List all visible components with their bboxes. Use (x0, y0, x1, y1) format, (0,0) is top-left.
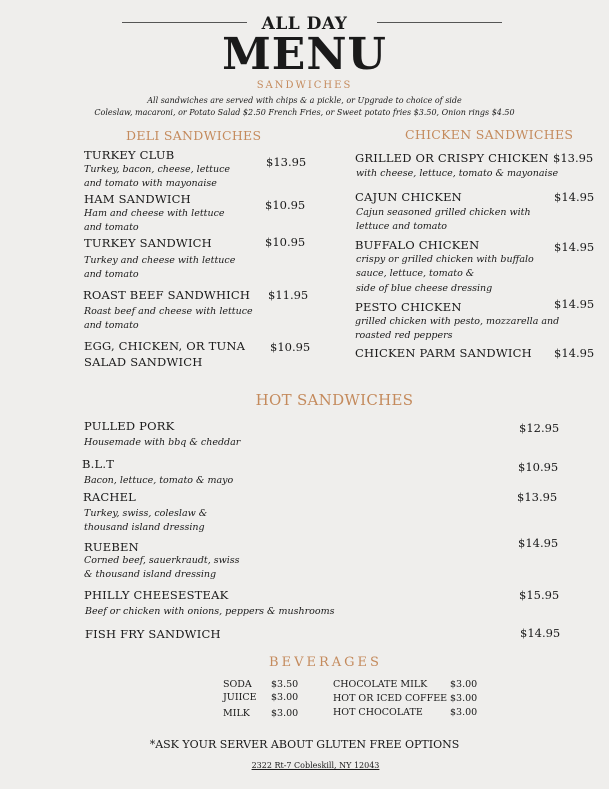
item-description: & thousand island dressing (84, 569, 217, 580)
item-description: side of blue cheese dressing (356, 283, 493, 294)
item-description: Cajun seasoned grilled chicken with (356, 207, 531, 218)
item-price: $12.95 (519, 421, 560, 435)
beverage-price: $3.00 (450, 707, 478, 718)
menu-title: MENU (222, 29, 387, 80)
item-description: crispy or grilled chicken with buffalo (356, 254, 534, 265)
item-price: $14.95 (518, 536, 559, 550)
item-name: EGG, CHICKEN, OR TUNA (84, 339, 246, 353)
beverage-price: $3.00 (271, 692, 299, 703)
item-price: $15.95 (519, 588, 560, 602)
item-name: TURKEY CLUB (84, 148, 175, 162)
item-description: sauce, lettuce, tomato & (356, 268, 475, 279)
item-price: $10.95 (265, 198, 306, 212)
item-name: TURKEY SANDWICH (84, 236, 212, 250)
item-description: thousand island dressing (84, 522, 205, 533)
item-price: $13.95 (553, 151, 594, 165)
gluten-free-notice: *ASK YOUR SERVER ABOUT GLUTEN FREE OPTIONS (149, 738, 460, 751)
item-price: $10.95 (265, 235, 306, 249)
item-name: BUFFALO CHICKEN (355, 238, 480, 252)
item-name: FISH FRY SANDWICH (85, 627, 221, 641)
beverage-price: $3.50 (271, 679, 299, 690)
beverages-heading: BEVERAGES (269, 655, 382, 670)
item-price: $11.95 (268, 288, 309, 302)
beverage-name: MILK (223, 708, 250, 719)
item-name: CHICKEN PARM SANDWICH (355, 346, 532, 360)
item-description: Turkey, bacon, cheese, lettuce (84, 164, 231, 175)
item-price: $10.95 (270, 340, 311, 354)
beverage-name: HOT CHOCOLATE (333, 707, 423, 718)
item-price: $14.95 (520, 626, 561, 640)
item-price: $10.95 (518, 460, 559, 474)
item-price: $13.95 (517, 490, 558, 504)
intro-line-2: Coleslaw, macaroni, or Potato Salad $2.50 French Fries, or Sweet potato fries $3.50, Onion rings $4.50 (94, 108, 515, 117)
item-description: Corned beef, sauerkraudt, swiss (84, 555, 240, 566)
item-name: PULLED PORK (84, 419, 175, 433)
deli-sandwiches-heading: DELI SANDWICHES (126, 128, 262, 143)
beverage-price: $3.00 (450, 679, 478, 690)
beverage-price: $3.00 (450, 693, 478, 704)
beverage-name: SODA (223, 679, 252, 690)
sandwiches-subtitle: SANDWICHES (256, 80, 353, 91)
item-name: PHILLY CHEESESTEAK (84, 588, 229, 602)
chicken-sandwiches-heading: CHICKEN SANDWICHES (405, 127, 574, 142)
item-name-line-2: SALAD SANDWICH (84, 355, 203, 369)
item-description: Ham and cheese with lettuce (84, 208, 225, 219)
hot-sandwiches-heading: HOT SANDWICHES (255, 391, 414, 409)
item-description: lettuce and tomato (356, 221, 448, 232)
item-description: and tomato with mayonaise (84, 178, 217, 189)
item-price: $14.95 (554, 297, 595, 311)
item-name: GRILLED OR CRISPY CHICKEN (355, 151, 549, 165)
item-name: CAJUN CHICKEN (355, 190, 462, 204)
beverage-name: JUIICE (223, 692, 257, 703)
item-description: Bacon, lettuce, tomato & mayo (84, 475, 234, 486)
item-description: roasted red peppers (355, 330, 453, 341)
item-price: $14.95 (554, 346, 595, 360)
address: 2322 Rt-7 Cobleskill, NY 12043 (251, 761, 380, 770)
item-description: and tomato (84, 222, 139, 233)
item-description: and tomato (84, 269, 139, 280)
item-name: B.L.T (82, 457, 115, 471)
item-name: HAM SANDWICH (84, 192, 191, 206)
item-name: RACHEL (83, 490, 137, 504)
item-description: Roast beef and cheese with lettuce (84, 306, 253, 317)
item-description: Turkey, swiss, coleslaw & (84, 508, 208, 519)
item-name: ROAST BEEF SANDWHICH (83, 288, 251, 302)
item-price: $14.95 (554, 240, 595, 254)
item-description: with cheese, lettuce, tomato & mayonaise (356, 168, 559, 179)
item-description: Housemade with bbq & cheddar (84, 437, 241, 448)
item-name: PESTO CHICKEN (355, 300, 462, 314)
beverage-name: HOT OR ICED COFFEE (333, 693, 448, 704)
item-price: $14.95 (554, 190, 595, 204)
all-day-label: ALL DAY (261, 14, 348, 34)
item-description: Turkey and cheese with lettuce (84, 255, 236, 266)
beverage-price: $3.00 (271, 708, 299, 719)
item-description: and tomato (84, 320, 139, 331)
beverage-name: CHOCOLATE MILK (333, 679, 428, 690)
item-price: $13.95 (266, 155, 307, 169)
item-description: Beef or chicken with onions, peppers & mushrooms (85, 606, 335, 617)
item-description: grilled chicken with pesto, mozzarella and (355, 316, 560, 327)
intro-line-1: All sandwiches are served with chips & a pickle, or Upgrade to choice of side (147, 96, 462, 105)
item-name: RUEBEN (84, 540, 139, 554)
